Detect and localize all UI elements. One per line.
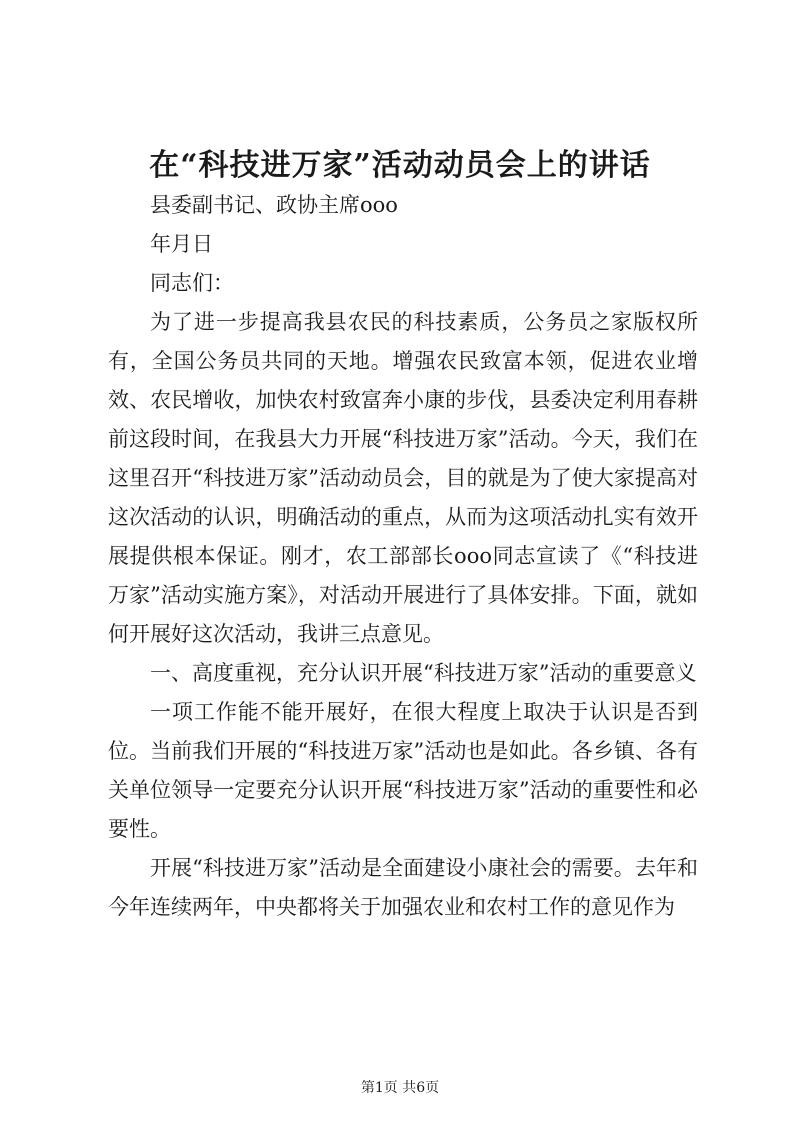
author-line: 县委副书记、政协主席ooo — [150, 193, 398, 217]
paragraph: 一项工作能不能开展好，在很大程度上取决于认识是否到位。当前我们开展的“科技进万家”活动也是如此。各乡镇、各有关单位领导一定要充分认识开展“科技进万家”活动的重要性和必要性。 — [108, 700, 698, 841]
date-line: 年月日 — [150, 232, 213, 256]
page-number-footer: 第1页 共6页 — [360, 1080, 440, 1096]
document-body — [108, 186, 698, 927]
salutation: 同志们： — [150, 271, 234, 295]
paragraph: 为了进一步提高我县农民的科技素质，公务员之家版权所有，全国公务员共同的天地。增强农民致富本领，促进农业增效、农民增收，加快农村致富奔小康的步伐，县委决定利用春耕前这段时间，在我县大力开展“科技进万家”活动。今天，我们在这里召开“科技进万家”活动动员会，目的就是为了使大家提高对这次活动的认识，明确活动的重点，从而为这项活动扎实有效开展提供根本保证。刚才，农工部部长ooo同志宣读了《“科技进万家”活动实施方案》，对活动开展进行了具体安排。下面，就如何开展好这次活动，我讲三点意见。 — [108, 310, 698, 646]
document-title: 在“科技进万家”活动动员会上的讲话 — [149, 148, 651, 183]
paragraph: 开展“科技进万家”活动是全面建设小康社会的需要。去年和今年连续两年，中央都将关于加强农业和农村工作的意见作为 — [108, 856, 698, 919]
section-heading: 一、高度重视，充分认识开展“科技进万家”活动的重要意义 — [150, 661, 697, 685]
